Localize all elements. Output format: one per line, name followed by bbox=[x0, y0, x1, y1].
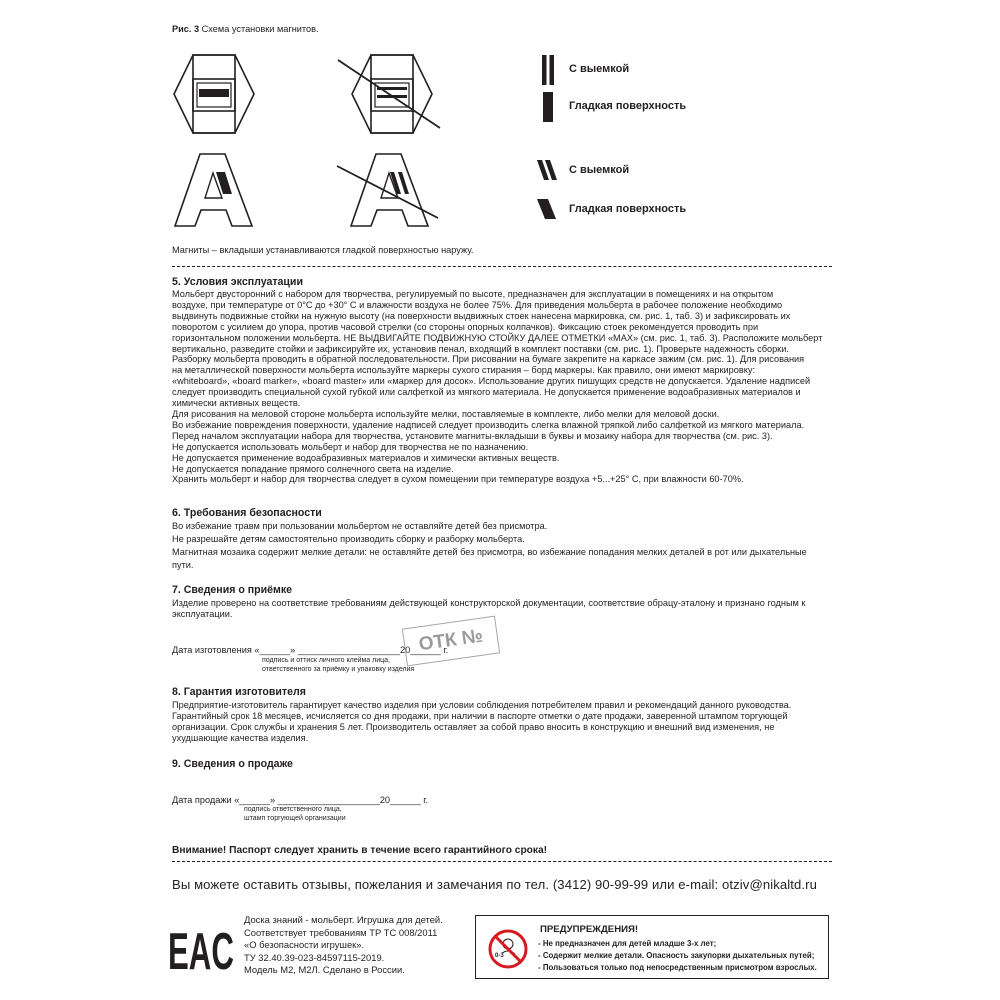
figure-number: Рис. 3 bbox=[172, 24, 200, 34]
warning-item: - Содержит мелкие детали. Опасность закупорки дыхательных путей; bbox=[538, 951, 815, 960]
product-info bbox=[244, 914, 443, 977]
sale-sign-caption bbox=[244, 805, 346, 823]
section-5-line: на металлической поверхности мольберта используйте маркеры сухого стирания – борд маркеры. Как правило, они имеют маркировку: bbox=[172, 365, 756, 376]
section-5-line: Во избежание повреждения поверхности, удаление надписей следует производить слегка влажной тряпкой либо салфеткой из мягкого материала. bbox=[172, 419, 805, 430]
sign-caption-line: штамп торгующей организации bbox=[244, 815, 346, 822]
section-5-line: Разборку мольберта проводить в обратной последовательности. При рисовании на бумаге закрепите на каркасе зажим (см. рис. 1). Для рисования bbox=[172, 354, 805, 365]
section-5-line: «whiteboard», «board marker», «board master» или «маркер для досок». Использование других пишущих средств не допускается. Удаление надписей bbox=[172, 376, 811, 387]
sign-caption-line: подпись ответственного лица, bbox=[244, 806, 342, 813]
section-8-line: Предприятие-изготовитель гарантирует качество изделия при условии соблюдения потребителем правил и рекомендаций данного руководства. bbox=[172, 700, 792, 710]
letter-a-magnet-correct-icon bbox=[172, 152, 256, 228]
letter-a-magnet-wrong-icon bbox=[334, 152, 444, 228]
product-info-line: ТУ 32.40.39-023-84597115-2019. bbox=[244, 951, 385, 963]
label-smooth-2: Гладкая поверхность bbox=[569, 203, 687, 215]
section-6-title: 6. Требования безопасности bbox=[172, 507, 322, 519]
age-badge: 0-3 bbox=[495, 953, 504, 959]
section-8-body bbox=[172, 700, 832, 744]
section-6-line: Не разрешайте детям самостоятельно производить сборку и разборку мольберта. bbox=[172, 533, 525, 544]
product-info-line: Доска знаний - мольберт. Игрушка для детей. bbox=[244, 914, 443, 925]
section-5-title: 5. Условия эксплуатации bbox=[172, 276, 303, 288]
section-5-line: Перед началом эксплуатации набора для творчества, установите магниты-вкладыши в буквы и мозаику набора для творчества (см. рис. 3). bbox=[172, 430, 773, 441]
section-8-title: 8. Гарантия изготовителя bbox=[172, 686, 306, 698]
section-7-body bbox=[172, 598, 832, 620]
notch-magnet-icon bbox=[541, 55, 555, 85]
sale-date-line: Дата продажи «______» ____________________20______ г. bbox=[172, 795, 429, 805]
product-info-line: Соответствует требованиям ТР ТС 008/2011 bbox=[244, 926, 438, 938]
section-5-line: химически активных веществ. bbox=[172, 398, 301, 409]
section-6-line: пути. bbox=[172, 559, 194, 570]
section-6-line: Магнитная мозаика содержит мелкие детали: не оставляйте детей без присмотра, во избежание попадания мелких деталей в рот или дыхательные bbox=[172, 546, 807, 557]
label-smooth-1: Гладкая поверхность bbox=[569, 100, 687, 112]
product-info-line: «О безопасности игрушек». bbox=[244, 939, 365, 951]
smooth-magnet-slanted-icon bbox=[536, 197, 562, 221]
warnings-list bbox=[538, 938, 817, 974]
hexagon-magnet-wrong-icon bbox=[336, 52, 446, 136]
figure-note: Магниты – вкладыши устанавливаются гладкой поверхностью наружу. bbox=[172, 245, 474, 255]
section-7-title: 7. Сведения о приёмке bbox=[172, 584, 293, 596]
section-7-line: эксплуатации. bbox=[172, 608, 233, 619]
sign-caption-line: подпись и оттиск личного клейма лица, bbox=[262, 657, 390, 664]
attention-note: Внимание! Паспорт следует хранить в течение всего гарантийного срока! bbox=[172, 845, 548, 856]
section-5-line: Не допускается использовать мольберт и набор для творчества не по назначению. bbox=[172, 441, 529, 452]
section-7-line: Изделие проверено на соответствие требованиям действующей конструкторской документации, соответствие обрацу-эталону и признано годным к bbox=[172, 598, 806, 608]
section-5-line: вертикально, разведите стойки и зафиксируйте их, установив пенал, входящий в комплект поставки (см. рис. 1). Проверьте надежность сборки. bbox=[172, 343, 789, 354]
section-5-line: Для рисования на меловой стороне мольберта используйте мелки, поставляемые в комплекте, либо мелки для меловой доски. bbox=[172, 408, 720, 419]
section-5-body bbox=[172, 289, 832, 485]
section-6-line: Во избежание травм при пользовании мольбертом не оставляйте детей без присмотра. bbox=[172, 521, 548, 531]
divider bbox=[172, 266, 832, 267]
section-8-line: ухудшающие качества изделия. bbox=[172, 732, 309, 743]
section-8-line: Гарантийный срок 18 месяцев, исчисляется со дня продажи, при наличии в паспорте отметки о дате продажи, заверенной штампом торгующей bbox=[172, 710, 788, 721]
section-5-line: поворотом с усилием до упора, против часовой стрелки (со стороны опорных колпачков). Фиксацию стоек рекомендуется проводить при bbox=[172, 321, 759, 332]
section-5-line: выдвинуть подвижные стойки на нужную высоту (на поверхности выдвижных стоек нанесена маркировка, см. рис. 1, таб. 3) и зафиксировать их bbox=[172, 310, 791, 321]
label-notch-1: С выемкой bbox=[569, 63, 630, 75]
section-5-line: воздухе, при температуре от 0°С до +30° С и влажности воздуха не более 75%. Для приведения мольберта в рабочее положение необходимо bbox=[172, 299, 783, 310]
section-5-line: Не допускается применение водоабразивных материалов и химически активных веществ. bbox=[172, 452, 560, 463]
section-5-line: Не допускается попадание прямого солнечного света на изделие. bbox=[172, 463, 454, 474]
warnings-title: ПРЕДУПРЕЖДЕНИЯ! bbox=[540, 924, 639, 935]
figure-caption bbox=[172, 24, 319, 35]
eac-mark-icon: EAC bbox=[168, 923, 234, 981]
section-5-line: горизонтальном положении мольберта. НЕ ВЫДВИГАЙТЕ ПОДВИЖНУЮ СТОЙКУ ДАЛЕЕ ОТМЕТКИ «МАХ» (см. рис. 1, таб. 3). Расположите мольберт bbox=[172, 332, 823, 343]
manufacture-sign-caption bbox=[262, 656, 414, 674]
section-9-title: 9. Сведения о продаже bbox=[172, 758, 293, 770]
section-5-line: следует производить специальной сухой губкой или салфеткой из мягкого материала. Не допускается применение водоабразивных материалов и bbox=[172, 387, 801, 398]
age-restriction-icon bbox=[487, 928, 529, 970]
feedback-line: Вы можете оставить отзывы, пожелания и замечания по тел. (3412) 90-99-99 или e-mail: otziv@nikaltd.ru bbox=[172, 877, 817, 892]
label-notch-2: С выемкой bbox=[569, 164, 630, 176]
divider bbox=[172, 861, 832, 862]
section-5-line: Хранить мольберт и набор для творчества следует в сухом помещении при температуре воздуха +5...+25° С, при влажности 60-70%. bbox=[172, 474, 744, 485]
sign-caption-line: ответственного за приёмку и упаковку изделия bbox=[262, 666, 415, 673]
smooth-magnet-icon bbox=[543, 92, 553, 122]
warning-item: - Не предназначен для детей младше 3-х лет; bbox=[538, 939, 717, 948]
hexagon-magnet-correct-icon bbox=[172, 52, 256, 136]
product-info-line: Модель М2, М2Л. Сделано в России. bbox=[244, 964, 405, 976]
notch-magnet-slanted-icon bbox=[536, 158, 560, 182]
section-6-body bbox=[172, 521, 832, 571]
warning-item: - Пользоваться только под непосредственным присмотром взрослых. bbox=[538, 963, 817, 972]
warnings-box bbox=[475, 915, 829, 979]
otk-stamp: ОТК № bbox=[402, 616, 500, 667]
figure-title: Схема установки магнитов. bbox=[201, 24, 319, 34]
section-5-line: Мольберт двусторонний с набором для творчества, регулируемый по высоте, предназначен для эксплуатации в помещениях и на открытом bbox=[172, 289, 774, 299]
section-8-line: организации. Срок службы и хранения 5 лет. Производитель оставляет за собой право вносить в конструкцию и внешний вид изменения, не bbox=[172, 721, 775, 732]
manufacture-date-line: Дата изготовления «______» ____________________20______ г. bbox=[172, 645, 449, 655]
